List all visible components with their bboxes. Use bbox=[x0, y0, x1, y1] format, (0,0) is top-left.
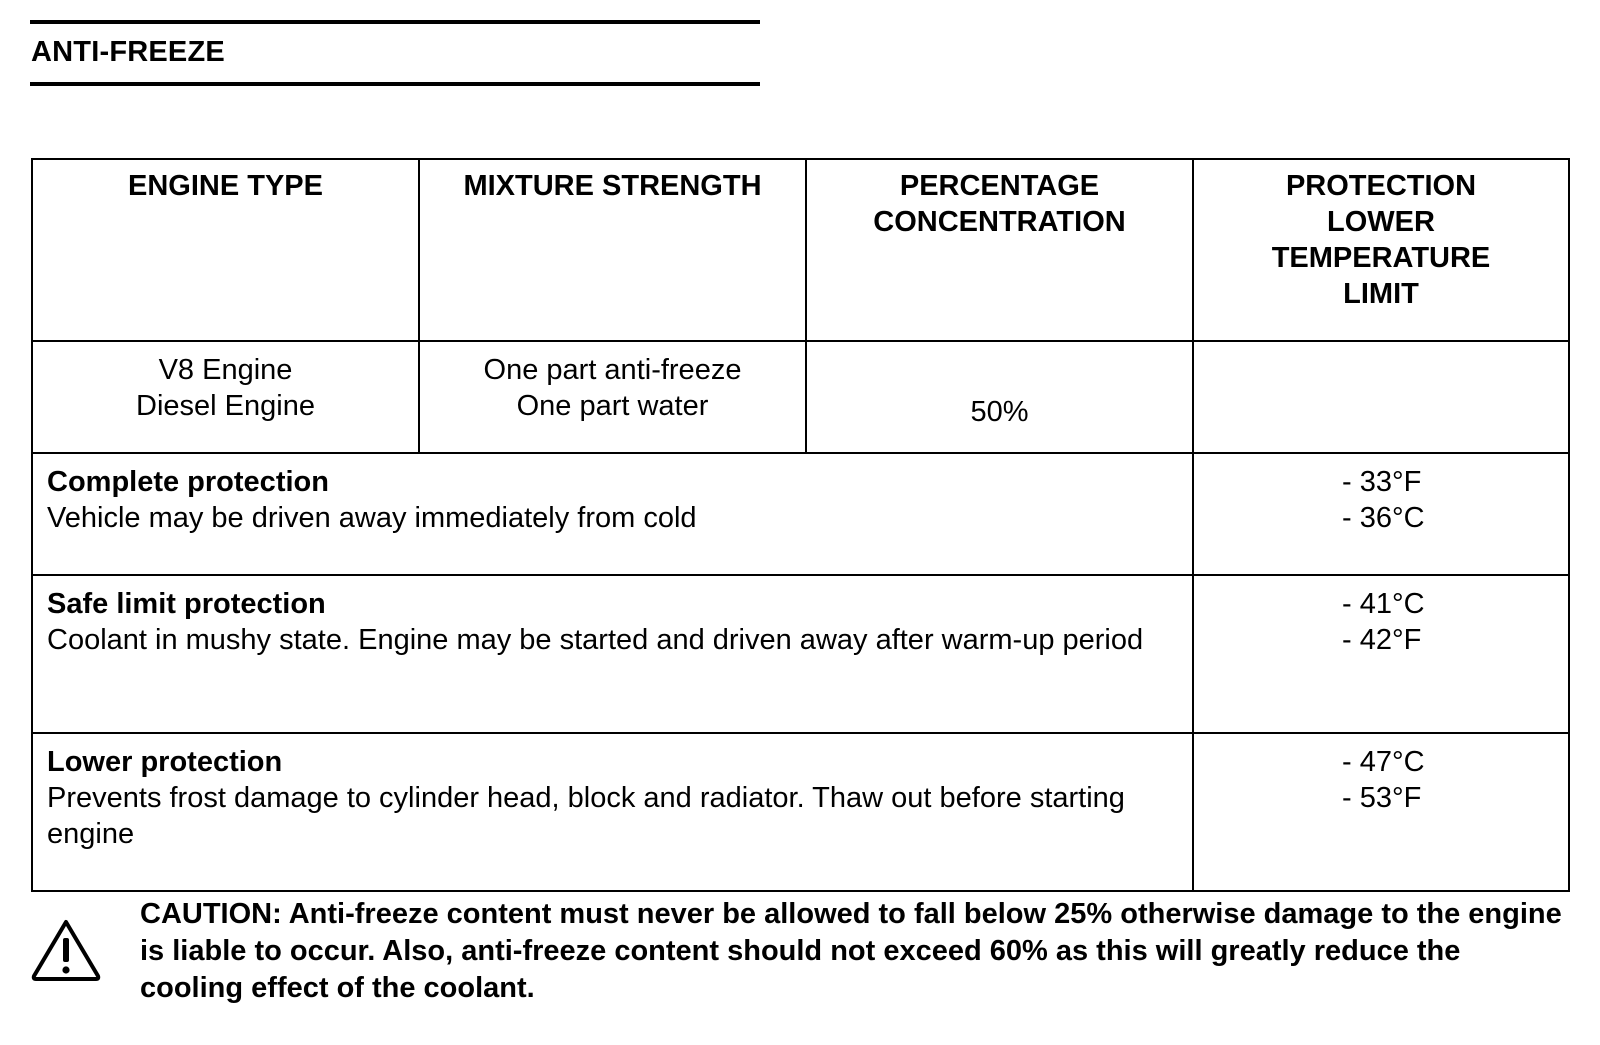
title-block bbox=[30, 20, 760, 86]
protection-temperature: - 47°C - 53°F bbox=[1193, 733, 1569, 891]
protection-description: Complete protection Vehicle may be driven away immediately from cold bbox=[32, 453, 1193, 575]
protection-empty-cell bbox=[1193, 341, 1569, 453]
table-row bbox=[32, 453, 1569, 575]
page-title: ANTI-FREEZE bbox=[31, 36, 225, 68]
engine-row bbox=[32, 341, 1569, 453]
protection-temperature: - 33°F - 36°C bbox=[1193, 453, 1569, 575]
table-row bbox=[32, 575, 1569, 733]
header-mixture-strength: MIXTURE STRENGTH bbox=[419, 159, 806, 341]
anti-freeze-table bbox=[31, 158, 1570, 892]
caution-text: CAUTION: Anti-freeze content must never be allowed to fall below 25% otherwise damage to the engine is liable to occur. Also, anti-freeze content should not exceed 60% as this will greatly reduce the cooling effect of the coolant. bbox=[140, 898, 1562, 1004]
header-percentage-concentration: PERCENTAGE CONCENTRATION bbox=[806, 159, 1193, 341]
protection-description: Safe limit protection Coolant in mushy state. Engine may be started and driven away after warm-up period bbox=[32, 575, 1193, 733]
mixture-strength-cell: One part anti-freeze One part water bbox=[419, 341, 806, 453]
header-engine-type: ENGINE TYPE bbox=[32, 159, 419, 341]
protection-description: Lower protection Prevents frost damage to cylinder head, block and radiator. Thaw out before starting engine bbox=[32, 733, 1193, 891]
protection-temperature: - 41°C - 42°F bbox=[1193, 575, 1569, 733]
percentage-cell: 50% bbox=[806, 341, 1193, 453]
table-row bbox=[32, 733, 1569, 891]
warning-triangle-icon bbox=[30, 918, 102, 982]
header-row bbox=[32, 159, 1569, 341]
engine-type-cell: V8 Engine Diesel Engine bbox=[32, 341, 419, 453]
header-protection-limit: PROTECTION LOWER TEMPERATURE LIMIT bbox=[1193, 159, 1569, 341]
